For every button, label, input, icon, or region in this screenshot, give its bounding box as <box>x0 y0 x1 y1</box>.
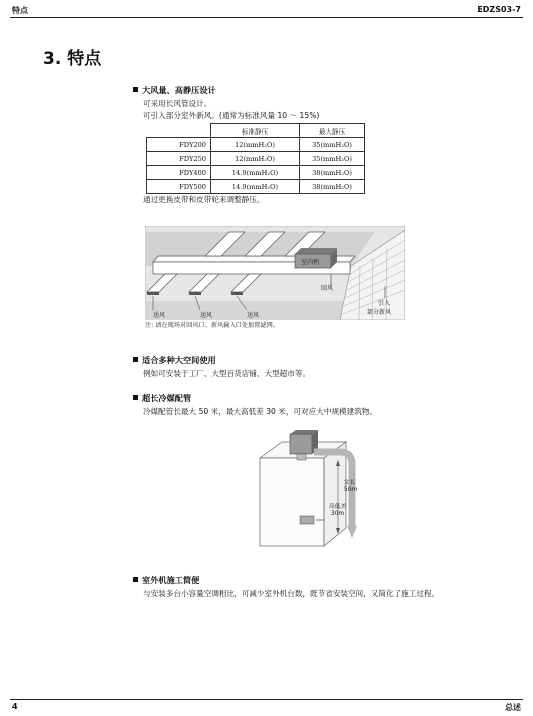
section-text: 例如可安装于工厂、大型百货店铺、大型超市等。 <box>143 369 311 378</box>
indoor-unit-label: 室内机 <box>301 259 320 266</box>
table-header-row <box>147 124 365 138</box>
diagram-note: 注: 请在现场对回风口、新风输入口处加置滤网。 <box>145 322 279 329</box>
return-air-label: 回风 <box>321 285 334 292</box>
table-cell-std: 14.9(mmH₂O) <box>211 180 300 194</box>
section-heading-outdoor-install: 室外机施工简便 <box>133 575 199 586</box>
table-header-cell <box>147 124 211 138</box>
table-cell-max: 38(mmH₂O) <box>300 166 365 180</box>
static-pressure-table <box>146 123 365 194</box>
section-text: 通过更换皮带和皮带轮来调整静压。 <box>143 195 265 204</box>
indoor-unit <box>300 516 314 524</box>
table-header-cell: 最大静压 <box>300 124 365 138</box>
height-diff-label-line1: 高低差 <box>329 504 347 510</box>
table-cell-max: 38(mmH₂O) <box>300 180 365 194</box>
supply-air-label: 送风 <box>200 312 213 319</box>
table-cell-std: 12(mmH₂O) <box>211 138 300 152</box>
table-row <box>147 180 365 194</box>
refrigerant-piping-diagram <box>252 428 372 552</box>
table-cell-max: 35(mmH₂O) <box>300 138 365 152</box>
bullet-square-icon <box>133 395 138 400</box>
table-cell-model: FDY400 <box>147 166 211 180</box>
duct-installation-diagram <box>145 226 405 320</box>
table-header-cell: 标准静压 <box>211 124 300 138</box>
footer-rule <box>10 699 523 700</box>
table-row <box>147 138 365 152</box>
section-heading-large-space: 适合多种大空间使用 <box>133 355 216 366</box>
bullet-square-icon <box>133 87 138 92</box>
table-row <box>147 166 365 180</box>
pipe-length-label-line2: 50m <box>344 487 358 493</box>
footer-section-name: 总述 <box>505 703 521 712</box>
supply-air-label: 送风 <box>247 312 260 319</box>
height-diff-label-line2: 30m <box>331 511 345 517</box>
table-cell-max: 35(mmH₂O) <box>300 152 365 166</box>
table-cell-std: 14.9(mmH₂O) <box>211 166 300 180</box>
pipe-length-label-line1: 实长 <box>344 480 356 486</box>
table-cell-std: 12(mmH₂O) <box>211 152 300 166</box>
fresh-air-label-line2: 部分新风 <box>367 309 392 316</box>
section-text: 冷媒配管长最大 50 米，最大高低差 30 米，可对应大中规模建筑物。 <box>143 407 378 416</box>
supply-air-label: 送风 <box>153 312 166 319</box>
footer-page-number: 4 <box>12 702 18 711</box>
page-title: 3. 特点 <box>43 49 102 69</box>
section-text: 与安装多台小容量空调相比，可减少室外机台数，既节省安装空间，又简化了施工过程。 <box>143 589 440 598</box>
header-section-title: 特点 <box>12 6 28 15</box>
bullet-square-icon <box>133 357 138 362</box>
table-row <box>147 152 365 166</box>
table-cell-model: FDY500 <box>147 180 211 194</box>
section-heading-airflow: 大风量、高静压设计 <box>133 85 216 96</box>
header-rule <box>10 17 523 18</box>
section-text: 可引入部分室外新风。(通常为标准风量 10 ～ 15%) <box>143 111 320 120</box>
table-cell-model: FDY200 <box>147 138 211 152</box>
section-heading-long-piping: 超长冷媒配管 <box>133 393 191 404</box>
table-cell-model: FDY250 <box>147 152 211 166</box>
fresh-air-label-line1: 引入 <box>378 300 391 307</box>
bullet-square-icon <box>133 577 138 582</box>
header-doc-code: EDZS03-7 <box>477 5 521 14</box>
section-text: 可采用长风管设计。 <box>143 99 212 108</box>
